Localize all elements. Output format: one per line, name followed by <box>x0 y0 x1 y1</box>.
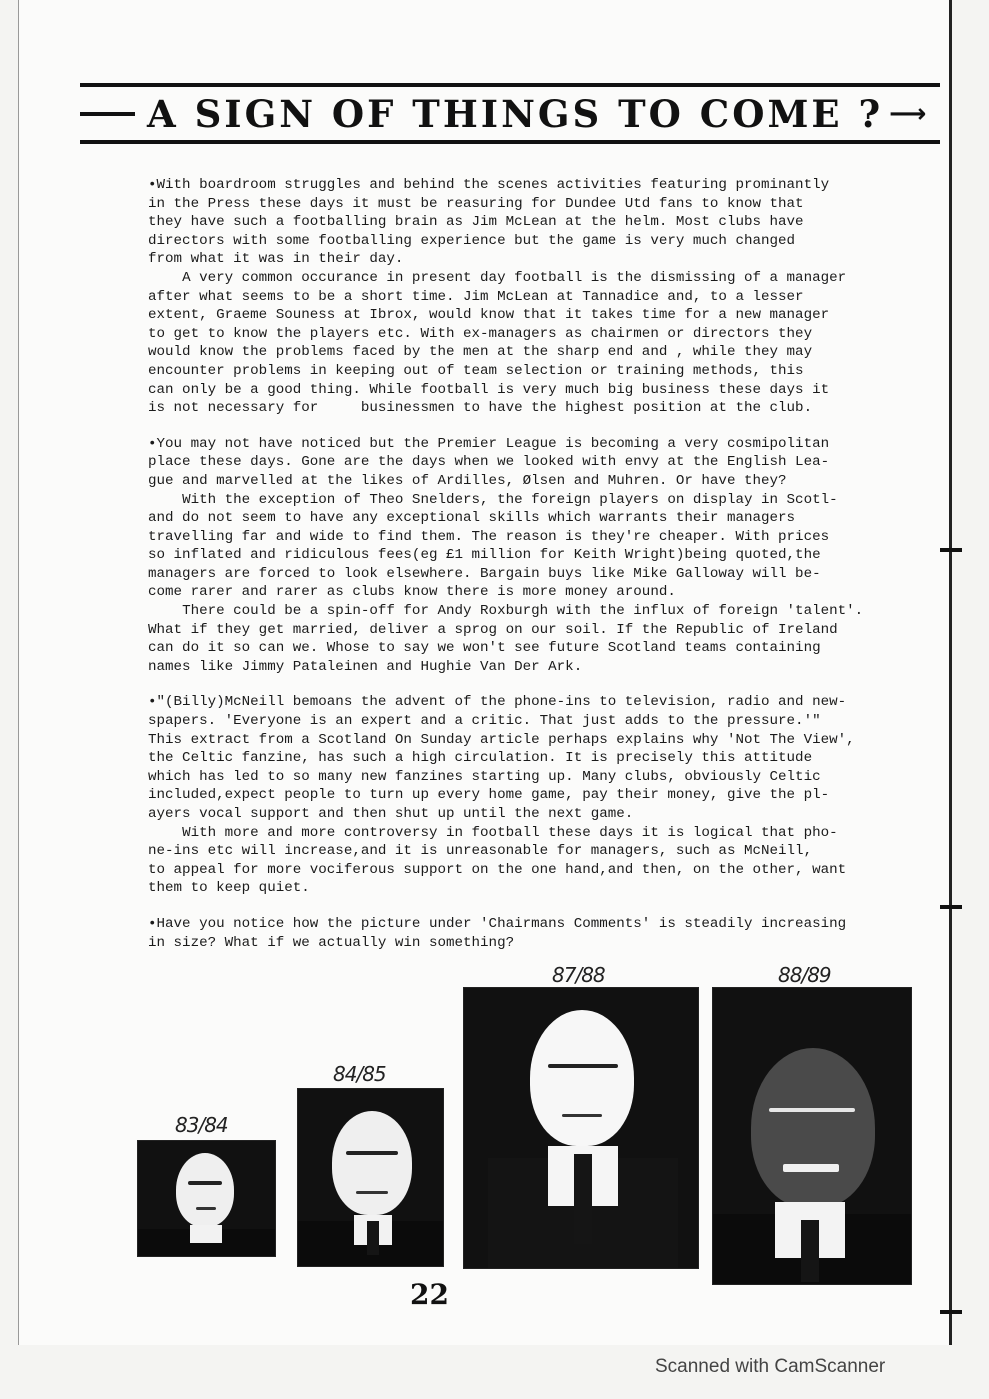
arrow-right-icon: ⟶ <box>889 99 927 129</box>
header-rule-top <box>80 83 940 87</box>
article-body <box>148 176 908 969</box>
chairman-photo <box>297 1088 444 1267</box>
scanner-watermark: Scanned with CamScanner <box>655 1356 886 1377</box>
article-paragraph: •Have you notice how the picture under 'Chairmans Comments' is steadily increasing in size? What if we actually win something? <box>148 915 847 951</box>
header-rule-bottom <box>80 140 940 144</box>
article-header <box>80 94 950 134</box>
title-dash <box>80 112 135 116</box>
article-paragraph: •"(Billy)McNeill bemoans the advent of the phone-ins to television, radio and new- spapers. 'Everyone is an expert and a critic. That just adds to the pressure.'" This extract from a Scotland On Sunday article perhaps explains why 'Not The View', the Celtic fanzine, has such a high circulation. It is precisely this attitude which has led to so many new fanzines starting up. Many clubs, obviously Celtic included,expect people to turn up every home game, pay their money, give the pl- ayers vocal support and then shut up until the next game. With more and more controversy in football these days it is logical that pho- ne-ins etc will increase,and it is unreasonable for managers, such as McNeill, to appeal for more vociferous support on the one hand,and then, on the other, want them to keep quiet. <box>148 694 855 897</box>
chairman-photo <box>137 1140 276 1257</box>
article-paragraph: •You may not have noticed but the Premier League is becoming a very cosmipolitan place these days. Gone are the days when we looked with envy at the English Lea- gue and marvelled at the likes of Ardilles, Ølsen and Muhren. Or have they? With the exception of Theo Snelders, the foreign players on display in Scotl- and do not seem to have any exceptional skills which warrants their managers travelling far and wide to find them. The reason is they're cheaper. With prices so inflated and ridiculous fees(eg £1 million for Keith Wright)being quoted,the managers are forced to look elsewhere. Bargain buys like Mike Galloway will be- come rarer and rarer as clubs know there is more money around. There could be a spin-off for Andy Roxburgh with the influx of foreign 'talent'. What if they get married, deliver a sprog on our soil. If the Republic of Ireland can do it so can we. Whose to say we won't see future Scotland teams containing names like Jimmy Pataleinen and Hughie Van Der Ark. <box>148 435 864 675</box>
page-edge-mark <box>940 1310 962 1314</box>
photo-label: 84/85 <box>333 1062 386 1086</box>
page-edge-mark <box>940 548 962 552</box>
photo-label: 83/84 <box>175 1113 228 1137</box>
chairman-photo <box>712 987 912 1285</box>
chairman-photo <box>463 987 699 1269</box>
article-paragraph: •With boardroom struggles and behind the scenes activities featuring prominantly in the Press these days it must be reasuring for Dundee Utd fans to know that they have such a footballing brain as Jim McLean at the helm. Most clubs have directors with some footballing experience but the game is very much changed from what it was in their day. A very common occurance in present day football is the dismissing of a manager after what seems to be a short time. Jim McLean at Tannadice and, to a lesser extent, Graeme Souness at Ibrox, would know that it takes time for a new manager to get to know the players etc. With ex-managers as chairmen or directors they would know the problems faced by the men at the sharp end and , while they may encounter problems in keeping out of team selection or training methods, this can only be a good thing. While football is very much big business these days it is not necessary for businessmen to have the highest position at the club. <box>148 177 847 417</box>
photo-label: 87/88 <box>552 963 605 987</box>
page-number: 22 <box>410 1278 449 1311</box>
article-title: A SIGN OF THINGS TO COME ? <box>147 92 884 136</box>
page-edge-mark <box>940 905 962 909</box>
photo-label: 88/89 <box>778 963 831 987</box>
